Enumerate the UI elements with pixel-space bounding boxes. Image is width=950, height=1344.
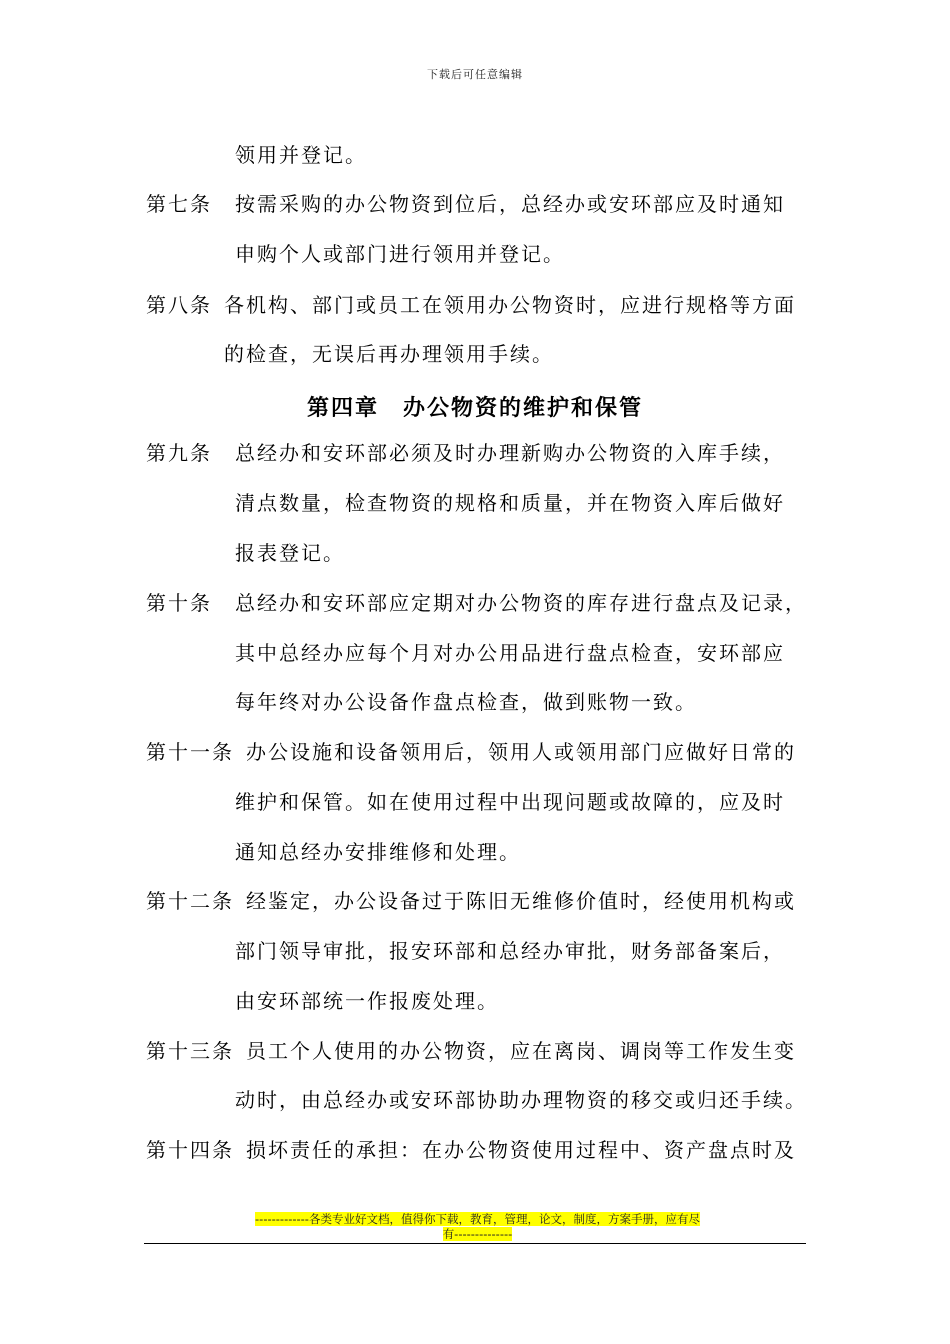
- article-12-line-2: 部门领导审批，报安环部和总经办审批，财务部备案后，: [235, 939, 785, 963]
- footer-promo-line-2: 有--------------: [442, 1227, 513, 1241]
- footer-promo-note: [185, 1212, 770, 1242]
- article-12-number: 第十二条: [146, 889, 234, 913]
- article-8-line-1: 各机构、部门或员工在领用办公物资时，应进行规格等方面: [224, 293, 796, 317]
- article-10-line-1: 总经办和安环部应定期对办公物资的库存进行盘点及记录，: [235, 591, 807, 615]
- article-10-number: 第十条: [146, 591, 212, 615]
- article-9-line-3: 报表登记。: [235, 541, 345, 565]
- article-11-line-1: 办公设施和设备领用后，领用人或领用部门应做好日常的: [246, 740, 796, 764]
- article-9-line-2: 清点数量，检查物资的规格和质量，并在物资入库后做好: [235, 491, 785, 515]
- article-7-number: 第七条: [146, 192, 212, 216]
- article-7-line-1: 按需采购的办公物资到位后，总经办或安环部应及时通知: [235, 192, 785, 216]
- article-10-line-2: 其中总经办应每个月对办公用品进行盘点检查，安环部应: [235, 641, 785, 665]
- article-11-line-3: 通知总经办安排维修和处理。: [235, 840, 521, 864]
- article-7-line-2: 申购个人或部门进行领用并登记。: [235, 242, 565, 266]
- article-13-line-1: 员工个人使用的办公物资，应在离岗、调岗等工作发生变: [246, 1039, 796, 1063]
- footer-divider: [144, 1243, 806, 1244]
- chapter-heading: 第四章 办公物资的维护和保管: [306, 395, 643, 421]
- article-8-line-2: 的检查，无误后再办理领用手续。: [224, 342, 554, 366]
- continuation-line: 领用并登记。: [235, 143, 367, 167]
- article-12-line-3: 由安环部统一作报废处理。: [235, 989, 499, 1013]
- article-13-number: 第十三条: [146, 1039, 234, 1063]
- page-header: 下载后可任意编辑: [427, 68, 523, 81]
- article-8-number: 第八条: [146, 293, 212, 317]
- article-11-line-2: 维护和保管。如在使用过程中出现问题或故障的，应及时: [235, 790, 785, 814]
- article-13-line-2: 动时，由总经办或安环部协助办理物资的移交或归还手续。: [235, 1088, 807, 1112]
- article-14-number: 第十四条: [146, 1138, 234, 1162]
- article-9-line-1: 总经办和安环部必须及时办理新购办公物资的入库手续，: [235, 441, 785, 465]
- article-11-number: 第十一条: [146, 740, 234, 764]
- article-12-line-1: 经鉴定，办公设备过于陈旧无维修价值时，经使用机构或: [246, 889, 796, 913]
- footer-promo-line-1: -------------各类专业好文档，值得你下载，教育，管理，论文，制度，方案手册，应有尽: [255, 1212, 700, 1226]
- article-9-number: 第九条: [146, 441, 212, 465]
- article-14-line-1: 损坏责任的承担：在办公物资使用过程中、资产盘点时及: [246, 1138, 796, 1162]
- article-10-line-3: 每年终对办公设备作盘点检查，做到账物一致。: [235, 690, 697, 714]
